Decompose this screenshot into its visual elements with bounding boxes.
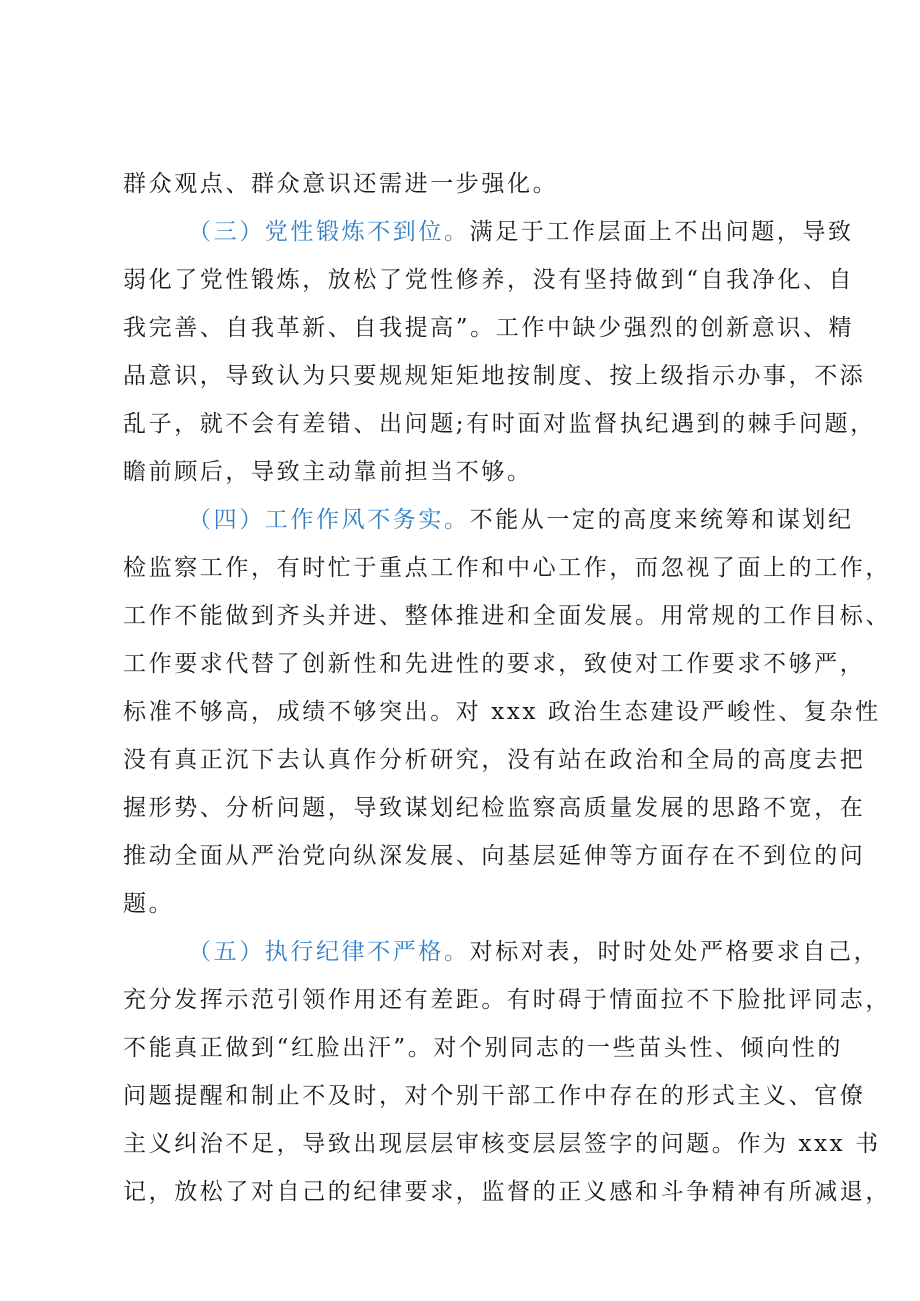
paragraph-line: 瞻前顾后，导致主动靠前担当不够。 [123, 459, 533, 485]
section-4-lead-text: 不能从一定的高度来统筹和谋划纪 [469, 507, 854, 533]
paragraph-line: 不能真正做到“红脸出汗”。对个别同志的一些苗头性、倾向性的 [123, 1035, 843, 1061]
section-5-lead-text: 对标对表，时时处处严格要求自己， [469, 939, 880, 965]
section-5-heading: （五）执行纪律不严格。 [188, 939, 470, 965]
section-4-heading: （四）工作作风不务实。 [188, 507, 470, 533]
section-3-heading: （三）党性锻炼不到位。 [188, 219, 470, 245]
paragraph-line: 没有真正沉下去认真作分析研究，没有站在政治和全局的高度去把 [123, 747, 866, 773]
paragraph-line: 标准不够高，成绩不够突出。对 xxx 政治生态建设严峻性、复杂性 [123, 699, 881, 725]
section-5-first-line [188, 938, 879, 966]
paragraph-line: 问题提醒和制止不及时，对个别干部工作中存在的形式主义、官僚 [123, 1083, 866, 1109]
paragraph-line: 品意识，导致认为只要规规矩矩地按制度、按上级指示办事，不添 [123, 363, 866, 389]
paragraph-line: 握形势、分析问题，导致谋划纪检监察高质量发展的思路不宽，在 [123, 795, 866, 821]
section-3-first-line [188, 218, 854, 246]
paragraph-line: 弱化了党性锻炼，放松了党性修养，没有坚持做到“自我净化、自 [123, 267, 855, 293]
paragraph-line: 主义纠治不足，导致出现层层审核变层层签字的问题。作为 xxx 书 [123, 1131, 881, 1157]
paragraph-line: 充分发挥示范引领作用还有差距。有时碍于情面拉不下脸批评同志， [123, 987, 891, 1013]
paragraph-line: 工作不能做到齐头并进、整体推进和全面发展。用常规的工作目标、 [123, 603, 891, 629]
paragraph-line: 记，放松了对自己的纪律要求，监督的正义感和斗争精神有所减退， [123, 1179, 891, 1205]
paragraph-line: 推动全面从严治党向纵深发展、向基层延伸等方面存在不到位的问 [123, 843, 866, 869]
section-3-lead-text: 满足于工作层面上不出问题，导致 [469, 219, 854, 245]
paragraph-line: 工作要求代替了创新性和先进性的要求，致使对工作要求不够严， [123, 651, 866, 677]
paragraph-line: 题。 [123, 891, 175, 917]
paragraph-line: 乱子，就不会有差错、出问题;有时面对监督执纪遇到的棘手问题， [123, 411, 876, 437]
paragraph-line: 检监察工作，有时忙于重点工作和中心工作，而忽视了面上的工作， [123, 555, 891, 581]
paragraph-line: 我完善、自我革新、自我提高”。工作中缺少强烈的创新意识、精 [123, 315, 855, 341]
paragraph-line: 群众观点、群众意识还需进一步强化。 [123, 171, 559, 197]
section-4-first-line [188, 506, 854, 534]
